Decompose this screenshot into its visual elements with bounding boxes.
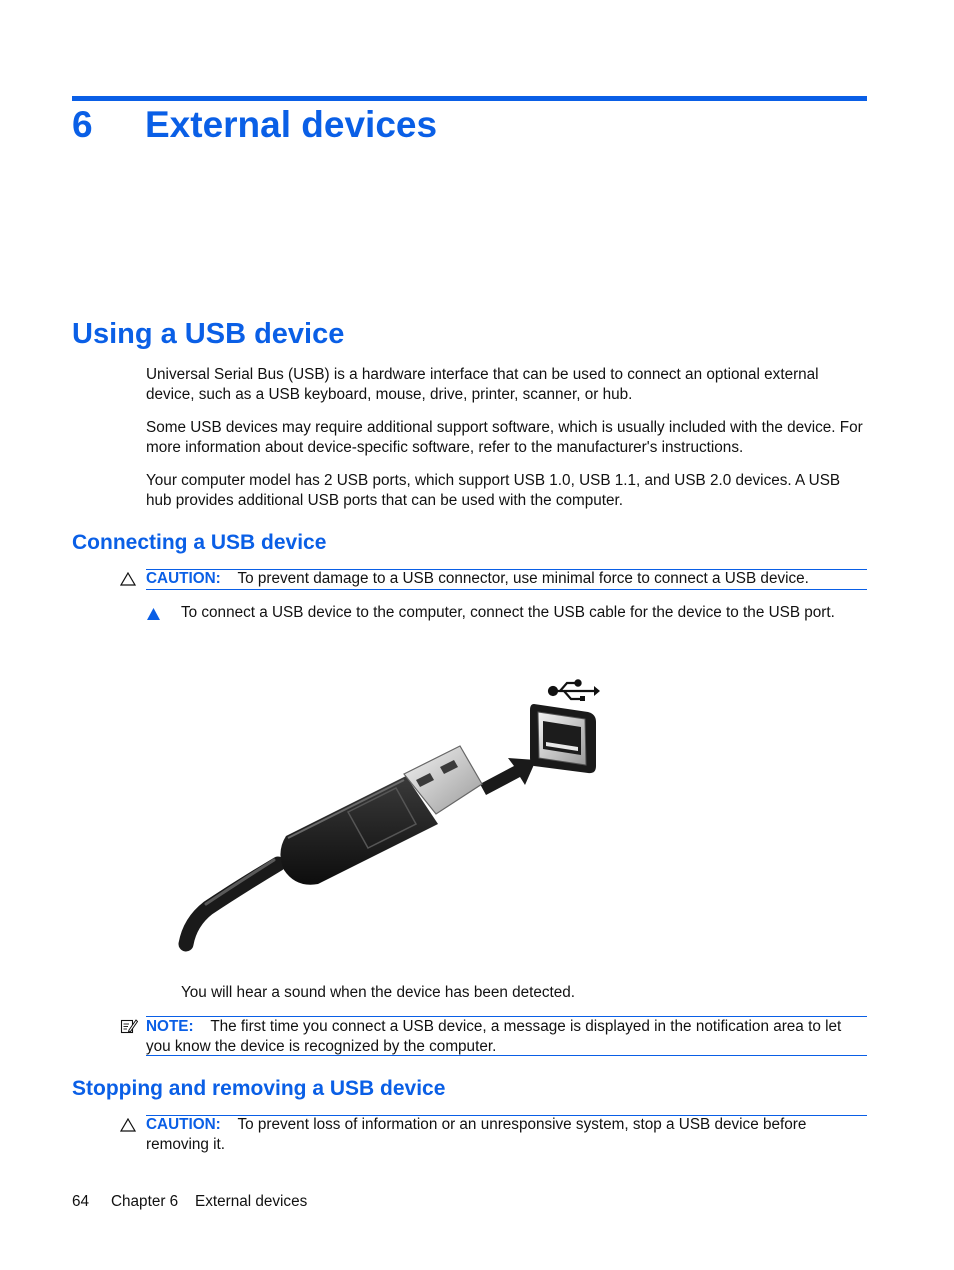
caution-text: To prevent loss of information or an unresponsive system, stop a USB device before removing it. <box>146 1116 807 1153</box>
caution-text: To prevent damage to a USB connector, use minimal force to connect a USB device. <box>237 570 809 587</box>
paragraph-intro: Universal Serial Bus (USB) is a hardware interface that can be used to connect an optional external device, such as a USB keyboard, mouse, drive, printer, scanner, or hub. <box>146 366 819 403</box>
caution-connecting <box>146 569 868 589</box>
note-text: The first time you connect a USB device, a message is displayed in the notification area to let you know the device is recognized by the computer. <box>146 1018 842 1055</box>
note-pencil-icon <box>120 1017 138 1035</box>
note-block <box>146 1017 868 1056</box>
caution-triangle-icon <box>120 1118 136 1132</box>
note-rule-bottom <box>146 1055 867 1056</box>
insert-arrow <box>480 758 536 795</box>
chapter-rule <box>72 96 867 101</box>
chapter-number: 6 <box>72 104 93 145</box>
caution-rule-bottom <box>146 589 867 590</box>
subsection-title-stopping: Stopping and removing a USB device <box>72 1077 446 1100</box>
chapter-title: External devices <box>145 104 438 145</box>
paragraph-software: Some USB devices may require additional support software, which is usually included with the device. For more information about device-specific software, refer to the manufacturer's instructions. <box>146 419 863 456</box>
usb-symbol-icon <box>549 680 600 701</box>
detected-text: You will hear a sound when the device has been detected. <box>181 984 576 1001</box>
step-text: To connect a USB device to the computer, connect the USB cable for the device to the USB port. <box>181 604 835 621</box>
subsection-title-connecting: Connecting a USB device <box>72 531 327 554</box>
note-label: NOTE: <box>146 1018 194 1035</box>
caution-stopping <box>146 1115 868 1154</box>
footer-chapter: Chapter 6 <box>111 1193 179 1210</box>
footer-title: External devices <box>195 1193 308 1210</box>
paragraph-ports: Your computer model has 2 USB ports, which support USB 1.0, USB 1.1, and USB 2.0 devices. A USB hub provides additional USB ports that can be used with the computer. <box>146 472 841 509</box>
usb-port <box>530 704 596 773</box>
usb-plug <box>280 746 482 885</box>
caution-label: CAUTION: <box>146 1116 221 1133</box>
step-triangle-icon <box>146 607 161 621</box>
usb-cable <box>186 864 278 944</box>
section-title: Using a USB device <box>72 318 345 350</box>
usb-connection-illustration <box>178 676 608 952</box>
caution-triangle-icon <box>120 572 136 586</box>
footer-page-number: 64 <box>72 1193 90 1210</box>
caution-label: CAUTION: <box>146 570 221 587</box>
